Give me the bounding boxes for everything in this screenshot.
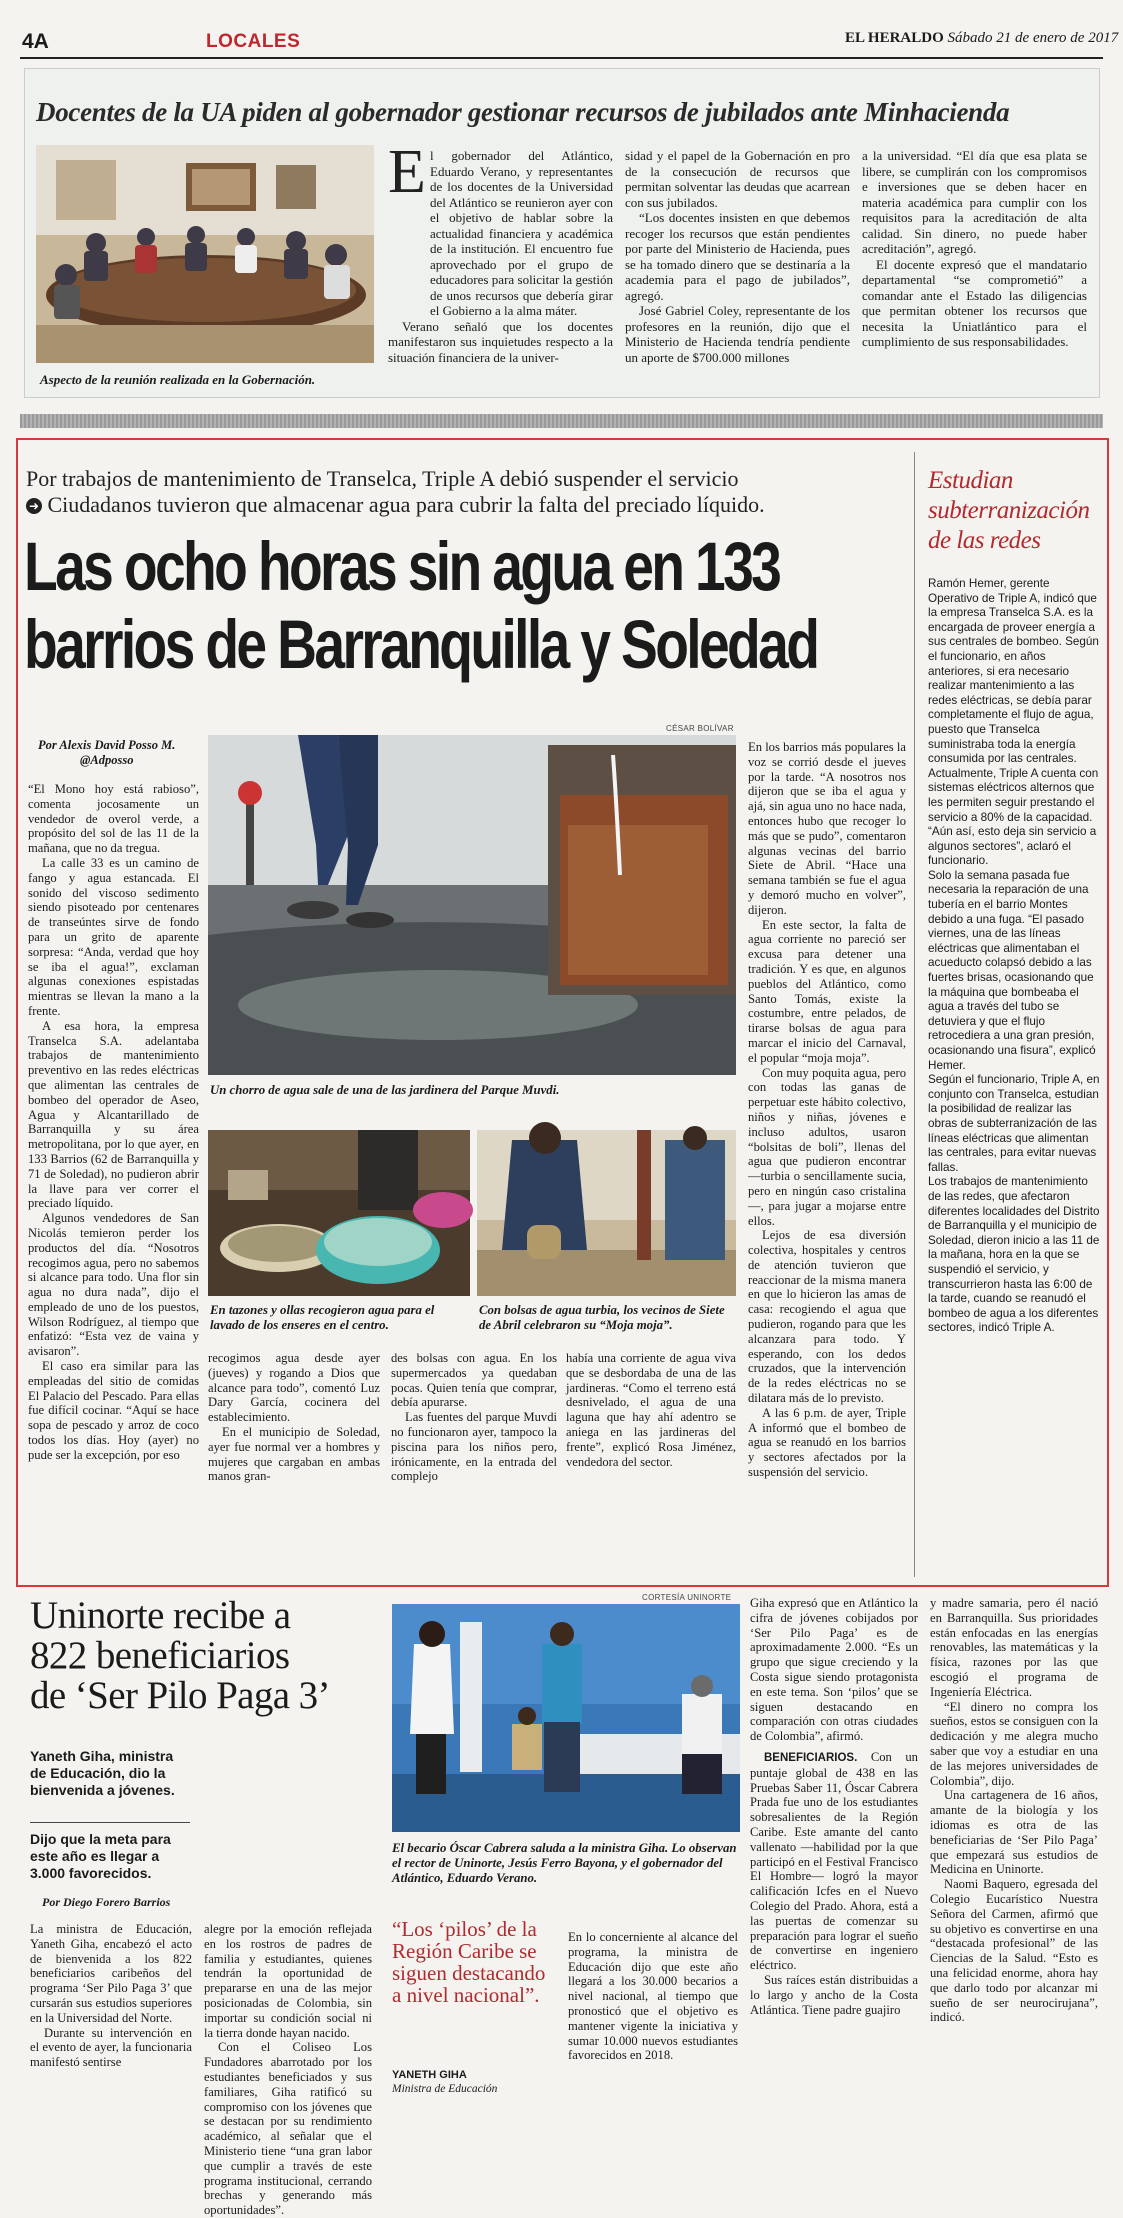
bottom-headline xyxy=(30,1596,390,1716)
main-byline xyxy=(38,738,198,768)
paragraph: Lejos de esa diversión colectiva, hospitales y centros de atención tuvieron que reaccionar de la misma manera en que lo hicieron las amas de casa: recogiendo el agua que pudieron, rogando para que les alcanzara para todo. Y esperando, con los dedos cruzados, que la intervención de la redes eléctricas no se dilatara más de lo previsto. xyxy=(748,1228,906,1406)
issue-date: Sábado 21 de enero de 2017 xyxy=(947,30,1119,46)
byline-handle: @Adposso xyxy=(80,753,134,767)
water-bags-caption: Con bolsas de agua turbia, los vecinos de Siete de Abril celebraron su “Moja moja”. xyxy=(479,1303,725,1332)
paragraph: Las fuentes del parque Muvdi no funcionaron ayer, tampoco la piscina para los niños pero, irónicamente, en la entrada del complejo xyxy=(391,1410,557,1484)
bottom-col-1 xyxy=(30,1922,192,2070)
paragraph: En el municipio de Soledad, ayer fue normal ver a hombres y mujeres que cargaban en ambas manos gran- xyxy=(208,1424,380,1484)
bottom-col-4 xyxy=(750,1596,918,2017)
top-story-headline: Docentes de la UA piden al gobernador gestionar recursos de jubilados ante Minhacienda xyxy=(36,97,1010,127)
paragraph: l gobernador del Atlántico, Eduardo Verano, y representantes de los docentes de la Universidad del Atlántico se reunieron ayer con el objetivo de hablar sobre la actualidad financiera y académica de la institución. El encuentro fue aprovechado por el grupo de educadores para solicitar la gestión de unos recursos que debería girar el Gobierno a la alma máter. xyxy=(430,148,613,318)
paragraph: “El dinero no compra los sueños, estos se consiguen con la dedicación y me alegra mucho saber que voy a estudiar en una de las mejores universidades de Colombia”, dijo. xyxy=(930,1699,1098,1788)
paragraph: Una cartagenera de 16 años, amante de la biología y los idiomas es otra de las beneficiarias de ‘Ser Pilo Paga’ que empezará sus estudios de Medicina en Uninorte. xyxy=(930,1788,1098,1877)
section-divider xyxy=(20,414,1103,428)
paragraph: “El Mono hoy está rabioso”, comenta jocosamente un vendedor de overol verde, a propósito del sol de las 11 de la mañana, que no da tregua. xyxy=(28,782,199,856)
bottom-deck-2: Dijo que la meta para este año es llegar a 3.000 favorecidos. xyxy=(30,1831,171,1881)
paragraph: Giha expresó que en Atlántico la cifra de jóvenes cobijados por ‘Ser Pilo Paga’ es de aproximadamente 2.000. “Es un grupo que sigue creciendo y la Costa sigue siendo protagonista en este tema. Son ‘pilos’ que se siguen destacando en comparación con otras ciudades de Colombia”, afirmó. xyxy=(750,1596,918,1744)
paragraph: había una corriente de agua viva que se desbordaba de una de las jardineras. “Como el terreno está desnivelado, el agua de una laguna que hay ahí adentro se aniega en las jardineras del frente”, explicó Rosa Jiménez, vendedora del sector. xyxy=(566,1351,736,1469)
main-kicker: Por trabajos de mantenimiento de Transelca, Triple A debió suspender el servicio xyxy=(26,466,739,491)
newspaper-name: EL HERALDO xyxy=(845,30,944,46)
bottom-headline-line: Uninorte recibe a xyxy=(30,1594,291,1637)
section-name: LOCALES xyxy=(206,31,301,52)
paragraph: Solo la semana pasada fue necesaria la reparación de una tubería en el barrio Montes debido a una fuga. “El pasado viernes, una de las líneas eléctricas que alimentaban el acueducto colapsó debido a las fuertes brisas, ocasionando que la máquina que bombeaba el agua a través del tubo se detuviera y que el flujo retrocediera a una gran presión, ocasionando una fisura”, explicó Hemer. xyxy=(928,868,1096,1072)
paragraph: Algunos vendedores de San Nicolás temieron perder los productos del día. “Nosotros recogimos agua, pero no sabemos si alcance para todo. Una flor sin agua no dura nada”, dijo el empleado de uno de los puestos, Wilson Rodríguez, al tiempo que enfatizó: “Esta vez de vaina y avisaron”. xyxy=(28,1211,199,1359)
sidebar-title-line: subterranización xyxy=(928,497,1090,524)
byline-name: Por Alexis David Posso M. xyxy=(38,738,176,752)
paragraph: La ministra de Educación, Yaneth Giha, encabezó el acto de bienvenida a los 822 beneficiarios caribeños del programa ‘Ser Pilo Paga 3’ que cursarán sus estudios superiores en la Universidad del Norte. xyxy=(30,1922,192,2025)
ceremony-image xyxy=(392,1604,740,1832)
paragraph: A las 6 p.m. de ayer, Triple A informó que el bombeo de agua se reanudó en los barrios y sectores afectados por la suspensión del servicio. xyxy=(748,1405,906,1480)
paragraph: y madre samaria, pero él nació en Barranquilla. Sus prioridades están enfocadas en las energías renovables, las matemáticas y la física, razones por las que escogió el programa de Ingeniería Eléctrica. xyxy=(930,1596,1098,1699)
quote-author: YANETH GIHA xyxy=(392,2069,467,2081)
paragraph: sidad y el papel de la Gobernación en pro de la consecución de recursos que permitan solventar las deudas que acarrean con sus jubilados. xyxy=(625,148,850,210)
main-col-5 xyxy=(748,740,906,1480)
sidebar-title-line: de las redes xyxy=(928,527,1041,554)
sidebar-title xyxy=(928,466,1098,556)
bottom-quote: “Los ‘pilos’ de la Región Caribe se siguen destacando a nivel nacional”. xyxy=(392,1917,546,2007)
top-story-col-2 xyxy=(625,148,850,365)
sidebar-text xyxy=(928,577,1100,1336)
main-photo-credit: CÉSAR BOLÍVAR xyxy=(666,724,734,733)
paragraph: Ramón Hemer, gerente Operativo de Triple A, indicó que la empresa Transelca S.A. es la encargada de proveer energía a sus centrales de bombeo. Según el funcionario, en años anteriores, si era necesario realizar mantenimiento a las redes eléctricas, se debía parar completamente el flujo de agua, puesto que Transelca suministraba toda la energía consumida por las centrales. Actualmente, Triple A cuenta con sistemas eléctricos alternos que les permiten seguir prestando el servicio a 80% de la capacidad. “Aún así, esto deja sin servicio a algunos sectores”, aclaró el funcionario. xyxy=(928,577,1099,868)
water-bags-image xyxy=(477,1130,736,1296)
top-story-caption: Aspecto de la reunión realizada en la Gobernación. xyxy=(40,372,316,387)
meeting-photo xyxy=(36,145,374,363)
top-story-col-3 xyxy=(862,148,1087,350)
bowls-image xyxy=(208,1130,470,1296)
bottom-photo-credit: CORTESÍA UNINORTE xyxy=(642,1593,732,1602)
meeting-image xyxy=(36,145,374,363)
paragraph: Los trabajos de mantenimiento de las redes, que afectaron diferentes localidades del Distrito de Barranquilla y el municipio de Soledad, dieron inicio a las 11 de la mañana, hora en la que se suspendió el servicio, y transcurrieron hasta las 6:00 de la tarde, cuando se reanudó el bombeo de agua a los diferentes sectores, indicó Triple A. xyxy=(928,1175,1100,1335)
ceremony-caption: El becario Óscar Cabrera saluda a la ministra Giha. Lo observan el rector de Uninorte, Jesús Ferro Bayona, y el gobernador del Atlántico, Eduardo Verano. xyxy=(392,1841,737,1885)
paragraph: En los barrios más populares la voz se corrió desde el jueves por la tarde. “A nosotros nos dijeron que se iba el agua y ajá, sin agua uno no hace nada, entonces hubo que recoger lo más que se pudo”, comentaron algunas vecinas del barrio Siete de Abril. “Hace una semana también se fue el agua y demoró mucho en volver”, dijeron. xyxy=(748,740,906,917)
main-subkicker xyxy=(26,492,765,518)
paragraph: Naomi Baquero, egresada del Colegio Eucarístico Nuestra Señora del Carmen, afirmó que su objetivo es convertirse en una “destacada profesional” de las Ciencias de la Salud. “Esto es una felicidad enorme, ahora hay que darlo todo por alcanzar mi sueño de ser neurocirujana”, indicó. xyxy=(930,1877,1098,2025)
page-number: 4A xyxy=(22,30,49,53)
main-col-3 xyxy=(391,1351,557,1484)
main-col-4 xyxy=(566,1351,736,1469)
sidebar-divider xyxy=(914,452,915,1577)
paragraph: En este sector, la falta de agua corriente no pareció ser excusa para detener una tradición. Y es que, en algunos pueblos del Atlántico, como Santo Tomás, existe la costumbre, entre pelados, de tirarse bolsas de agua para marcar el inicio del Carnaval, el popular “moja moja”. xyxy=(748,917,906,1065)
fountain-image xyxy=(208,735,736,1075)
fountain-photo xyxy=(208,735,736,1075)
main-headline-line-2: barrios de Barranquilla y Soledad xyxy=(24,606,818,683)
masthead xyxy=(845,30,1118,47)
paragraph: José Gabriel Coley, representante de los profesores en la reunión, dijo que el Ministerio de Hacienda tendría pendiente un aporte de $700.000 millones xyxy=(625,303,850,365)
subhead-beneficiarios: BENEFICIARIOS. xyxy=(764,1751,858,1764)
bottom-col-5 xyxy=(930,1596,1098,2025)
ceremony-photo xyxy=(392,1604,740,1832)
paragraph: “Los docentes insisten en que debemos recoger los recursos que están pendientes por parte del Ministerio de Hacienda, pues se ha tomado dinero que se destinaría a la academia para el pago de jubilados”, agregó. xyxy=(625,210,850,303)
bottom-byline: Por Diego Forero Barrios xyxy=(42,1895,171,1909)
paragraph: Con el Coliseo Los Fundadores abarrotado por los estudiantes beneficiados y sus familiares, Giha ratificó su compromiso con los jóvenes que se destacan por su rendimiento académico, al señalar que el Ministerio tiene “una gran labor que cumplir a través de este programa institucional, cerrando brechas y generando más oportunidades”. xyxy=(204,2040,372,2218)
paragraph: En lo concerniente al alcance del programa, la ministra de Educación dijo que este año llegará a los 30.000 becarios a nivel nacional, al tiempo que pronosticó que el objetivo es mantener vigente la iniciativa y sumar 10.000 nuevos estudiantes favorecidos en 2018. xyxy=(568,1930,738,2063)
subkicker-text: Ciudadanos tuvieron que almacenar agua para cubrir la falta del preciado líquido. xyxy=(47,492,765,517)
paragraph: La calle 33 es un camino de fango y agua estancada. El sonido del viscoso sedimento siendo pisoteado por centenares de transeúntes sirve de fondo para un grito de aparente sorpresa: “Anda, verdad que hoy se iba el agua!”, exclaman algunas conexiones espistadas mientras se llevan la mano a la frente. xyxy=(28,855,199,1018)
arrow-circle-icon: ➜ xyxy=(26,498,42,514)
paragraph: recogimos agua desde ayer (jueves) y rogando a Dios que alcance para todo”, comentó Luz Dary García, cocinera del establecimiento. xyxy=(208,1351,380,1425)
bottom-col-3 xyxy=(568,1930,738,2063)
bottom-col-2 xyxy=(204,1922,372,2218)
paragraph: Con muy poquita agua, pero con todas las ganas de perpetuar este hábito colectivo, niños y niñas, jóvenes e incluso adultos, usaron “bolsitas de boli”, llenas del agua que pudieron encontrar —turbia o sencillamente sucia, pero en ningún caso cristalina—, para jugar a mojarse entre ellos. xyxy=(748,1065,906,1228)
header-rule xyxy=(20,57,1103,59)
bottom-headline-line: de ‘Ser Pilo Paga 3’ xyxy=(30,1674,330,1717)
bottom-deck-1: Yaneth Giha, ministra de Educación, dio la bienvenida a jóvenes. xyxy=(30,1748,175,1798)
paragraph: Sus raíces están distribuidas a lo largo y ancho de la Costa Atlántica. Tiene padre guajiro xyxy=(750,1972,918,2017)
main-col-2 xyxy=(208,1351,380,1484)
paragraph: El docente expresó que el mandatario departamental “se comprometió” a comandar ante el Estado las diligencias que permitan obtener los recursos que necesita la Uniatlántico para el cumplimiento de sus responsabilidades. xyxy=(862,256,1087,349)
main-headline-line-1: Las ocho horas sin agua en 133 xyxy=(24,528,780,605)
quote-role: Ministra de Educación xyxy=(392,2083,498,2095)
paragraph xyxy=(750,1750,918,1973)
top-story-col-1 xyxy=(388,148,613,365)
bottom-headline-line: 822 beneficiarios xyxy=(30,1634,290,1677)
paragraph: des bolsas con agua. En los supermercados ya quedaban pocas. Quien tenía que comprar, debía apurarse. xyxy=(391,1351,557,1410)
water-bags-photo xyxy=(477,1130,736,1296)
sidebar-title-line: Estudian xyxy=(928,467,1013,494)
paragraph: Durante su intervención en el evento de ayer, la funcionaria manifestó sentirse xyxy=(30,2025,192,2070)
paragraph: a la universidad. “El día que esa plata se libere, se cumplirán con los compromisos e inversiones que se deben hacer en materia académica para cumplir con los requisitos para la acreditación de alta calidad. Sin dinero, no puede haber acreditación”, agregó. xyxy=(862,148,1087,256)
fountain-caption: Un chorro de agua sale de una de las jardinera del Parque Muvdi. xyxy=(210,1083,560,1097)
bowls-caption: En tazones y ollas recogieron agua para el lavado de los enseres en el centro. xyxy=(210,1303,435,1332)
paragraph: Según el funcionario, Triple A, en conjunto con Transelca, estudian la posibilidad de realizar las obras de subterranización de las líneas eléctricas que alimentan las centrales, para evitar nuevas fallas. xyxy=(928,1073,1100,1174)
paragraph: El caso era similar para las empleadas del sitio de comidas El Palacio del Pescado. Para ellas fue difícil cocinar. “Aquí se hace sopa de pescado y arroz de coco todos los días. Hoy (ayer) no pude ser la excepción, por eso xyxy=(28,1359,199,1462)
main-col-1 xyxy=(28,782,199,1463)
bowls-photo xyxy=(208,1130,470,1296)
drop-cap: E xyxy=(388,138,426,206)
bottom-deck-rule xyxy=(30,1822,190,1823)
paragraph: A esa hora, la empresa Transelca S.A. adelantaba trabajos de mantenimiento preventivo en las redes eléctricas que alimentan las centrales de bombeo del operador de Aseo, Agua y Alcantarillado de Barranquilla y su área metropolitana, por lo que ayer, en 133 Barrios (62 de Barranquilla y 71 de Soledad), no pudieron abrir la llave para ver correr el preciado líquido. xyxy=(28,1018,199,1211)
paragraph: alegre por la emoción reflejada en los rostros de padres de familia y estudiantes, quienes tendrán la oportunidad de prepararse en una de las mejor posicionadas de Colombia, sin importar su condición social ni la tierra donde hayan nacido. xyxy=(204,1922,372,2040)
paragraph: Verano señaló que los docentes manifestaron sus inquietudes respecto a la situación financiera de la univer- xyxy=(388,318,613,365)
paragraph-text: Con un puntaje global de 438 en las Pruebas Saber 11, Óscar Cabrera Prada fue uno de los estudiantes sobresalientes de la Región Caribe. Este amante del canto vallenato —habilidad por la que participó en el Festival Francisco El Hombre— logró la mayor calificación Icfes en el Nuevo Colegio del Prado. Ahora, está a las puertas de comenzar su preparación para lograr el sueño de convertirse en ingeniero eléctrico. xyxy=(750,1749,918,1973)
